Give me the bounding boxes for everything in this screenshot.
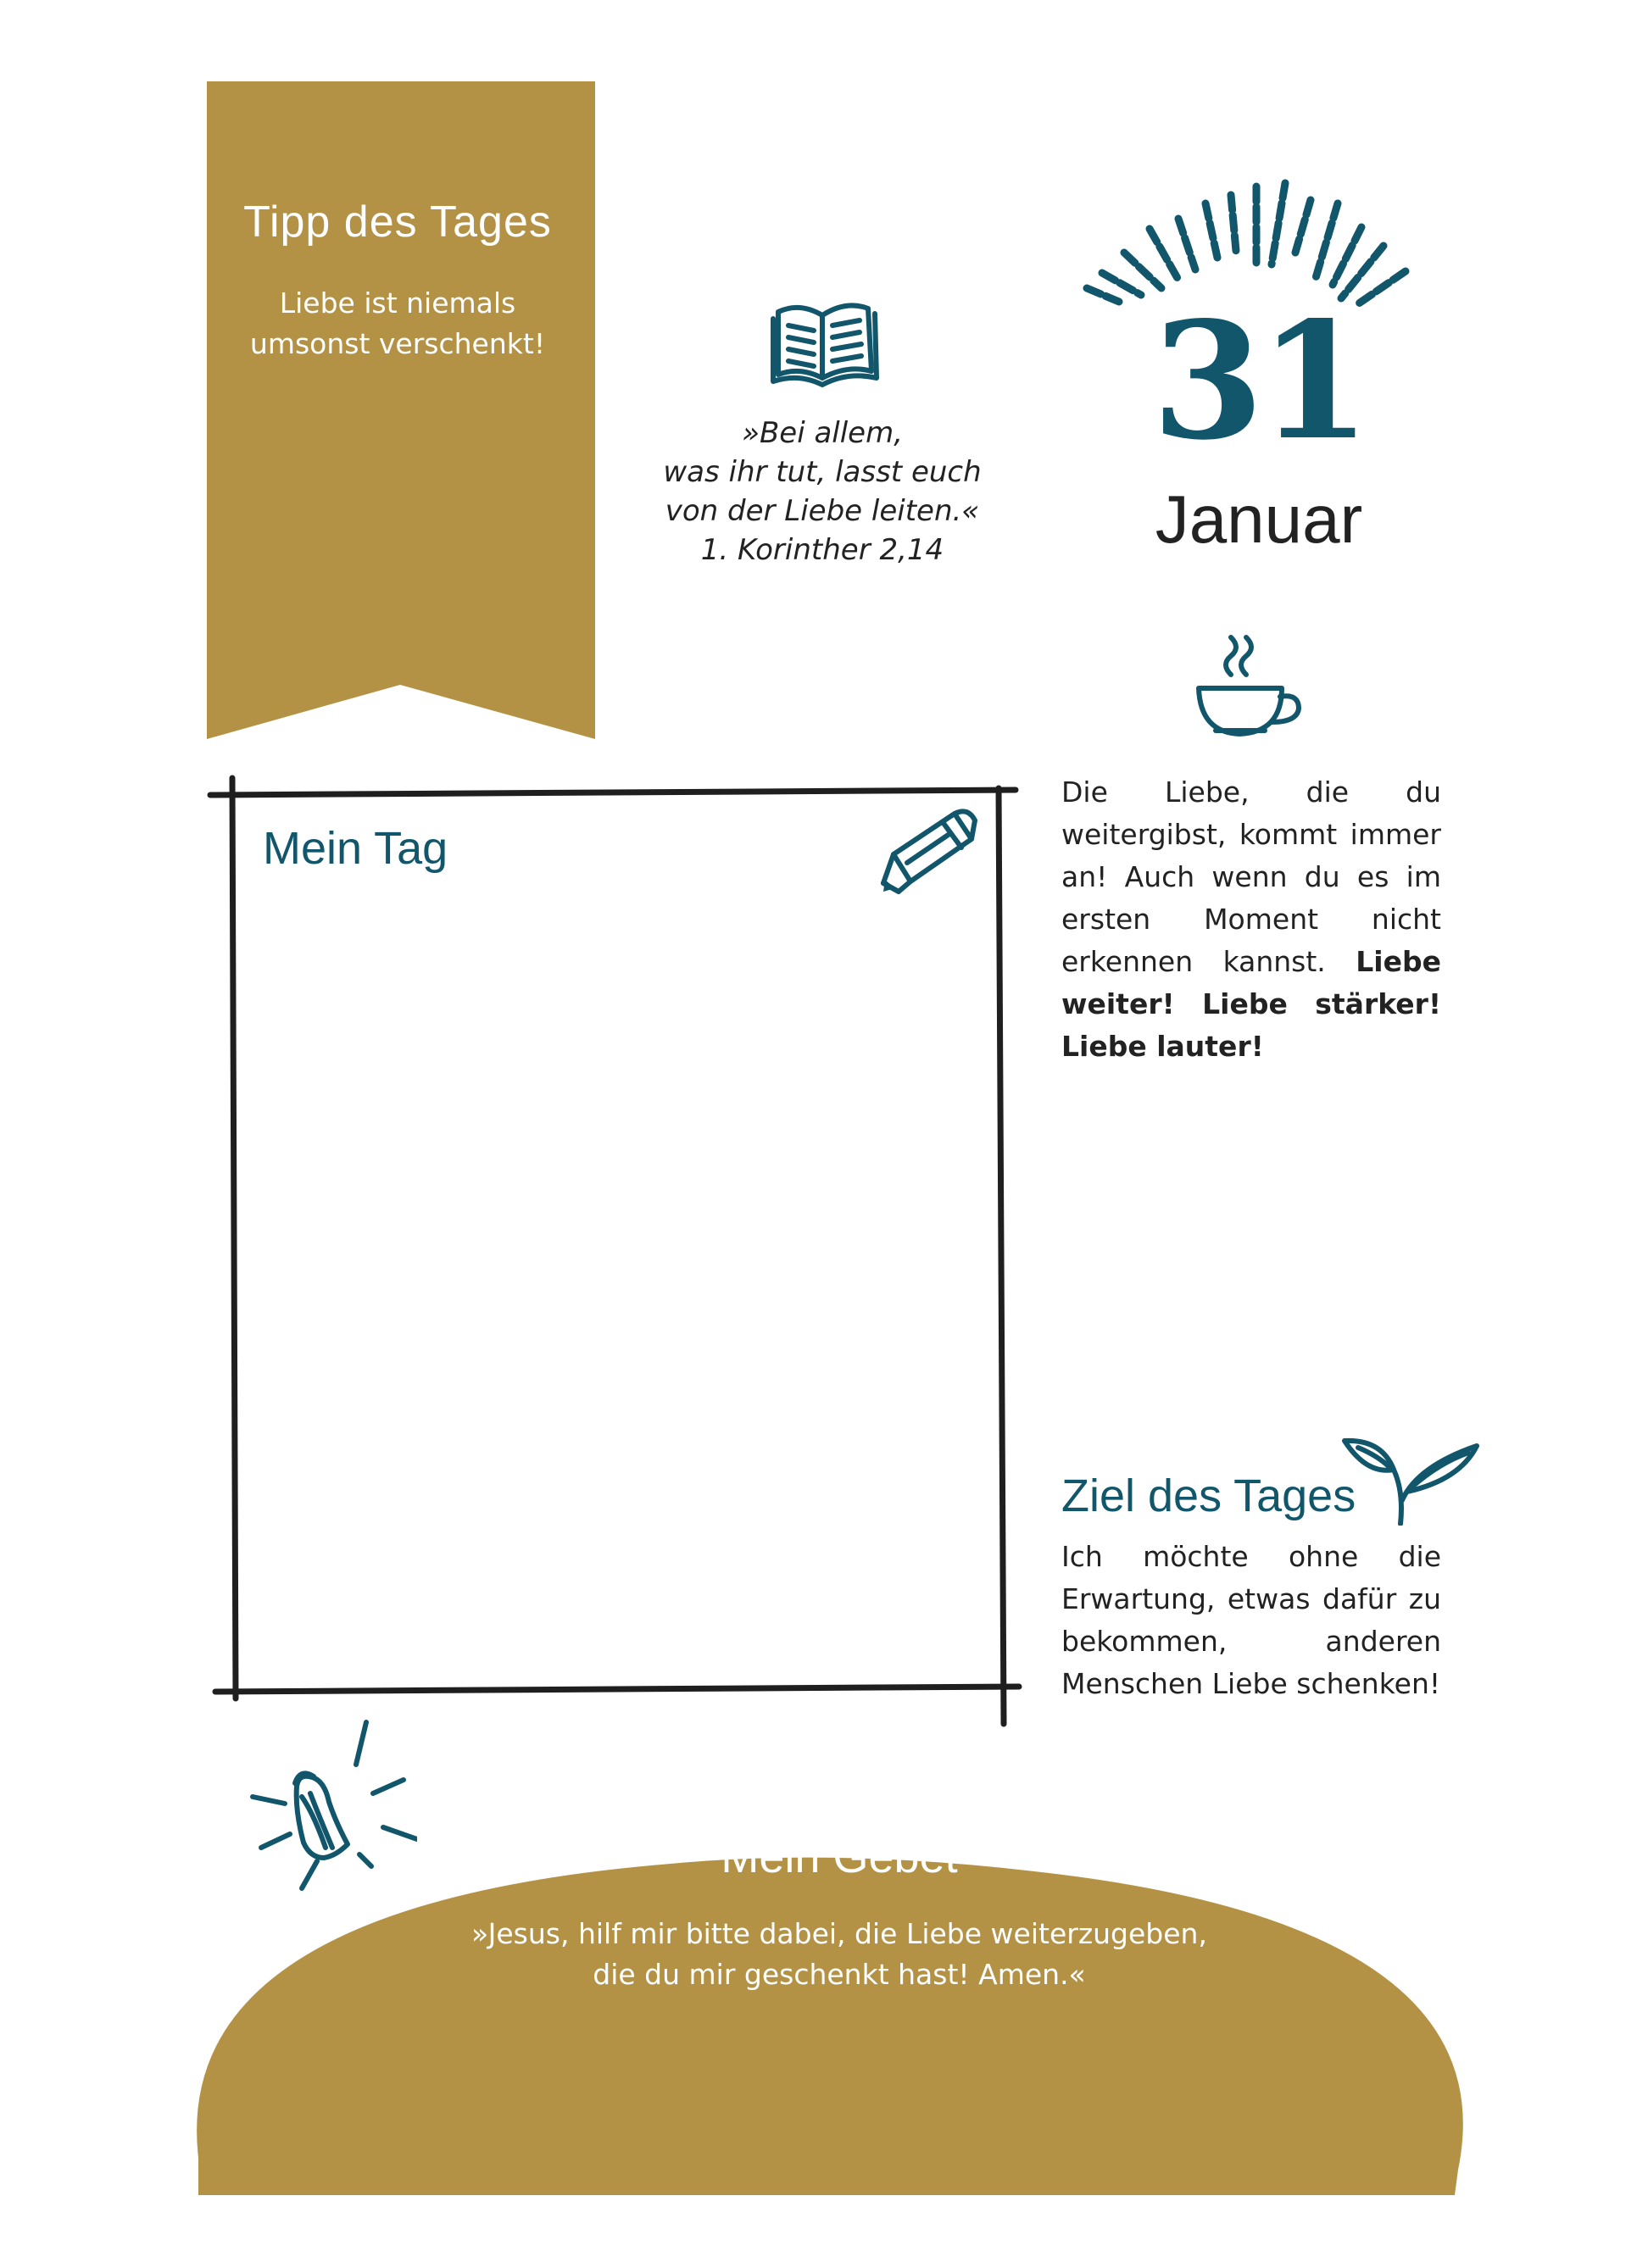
tip-banner xyxy=(207,81,595,742)
praying-hands-icon xyxy=(248,1715,417,1898)
sprout-icon xyxy=(1341,1432,1485,1526)
open-book-icon xyxy=(770,297,880,390)
my-day-title: Mein Tag xyxy=(263,823,448,874)
goal-text: Ich möchte ohne die Erwartung, etwas dafür zu bekommen, anderen Menschen Liebe schenken! xyxy=(1061,1540,1441,1700)
date-month: Januar xyxy=(1155,481,1363,557)
story-text: Die Liebe, die du weitergibst, kommt immer an! Auch wenn du es im ersten Moment nicht erkennen kannst. Liebe weiter! Liebe stärker! Liebe lauter! xyxy=(1061,775,1441,1063)
goal-title: Ziel des Tages xyxy=(1061,1470,1356,1521)
my-day-frame xyxy=(203,771,1034,1737)
date-day: 31 xyxy=(1151,286,1367,475)
bible-verse: »Bei allem, was ihr tut, lasst euch von der Liebe leiten.« 1. Korinther 2,14 xyxy=(644,414,1000,570)
tip-title: Tipp des Tages xyxy=(243,197,552,247)
prayer-title: Mein Gebet xyxy=(721,1832,958,1882)
coffee-cup-icon xyxy=(1187,627,1306,746)
verse-reference: 1. Korinther 2,14 xyxy=(700,533,944,567)
tip-text: Liebe ist niemals umsonst verschenkt! xyxy=(249,286,546,360)
pencil-icon xyxy=(873,803,983,897)
prayer-text: »Jesus, hilf mir bitte dabei, die Liebe weiterzugeben, die du mir geschenkt hast! Amen.« xyxy=(471,1917,1207,1991)
